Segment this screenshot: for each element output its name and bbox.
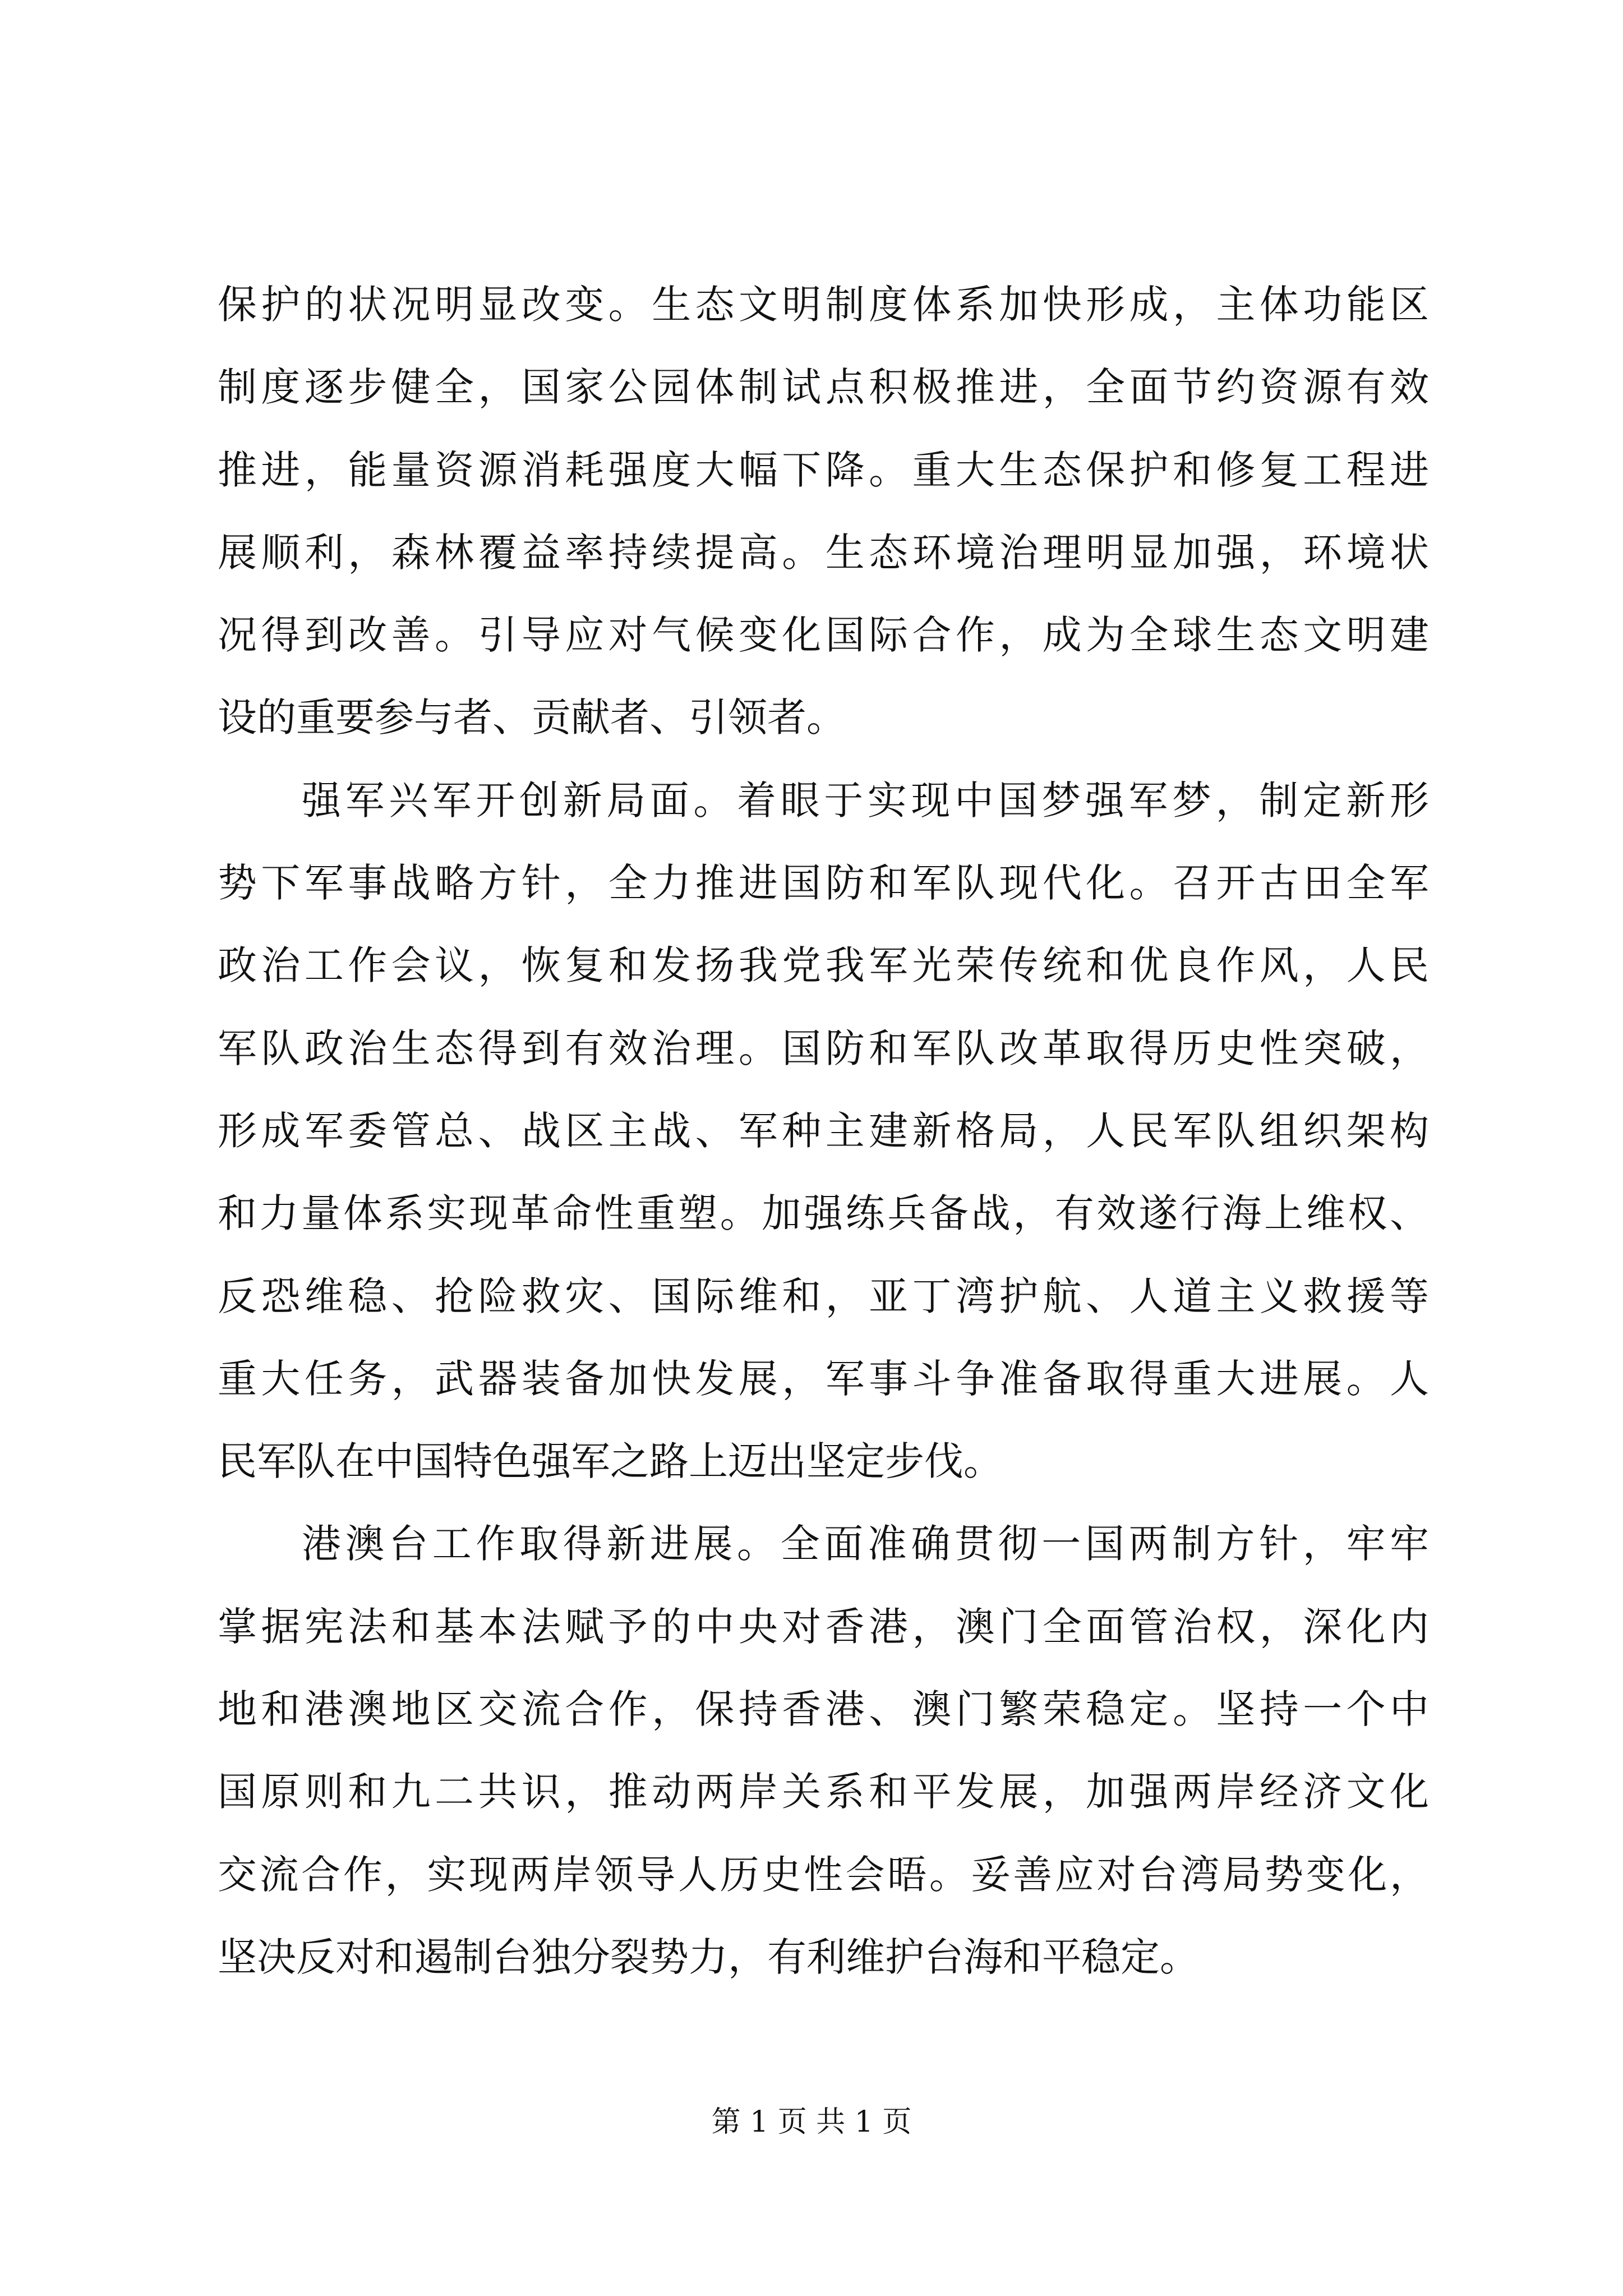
document-body [218,264,1429,1999]
text-line: 势下军事战略方针，全力推进国防和军队现代化。召开古田全军 [218,860,1429,907]
text-line: 民军队在中国特色强军之路上迈出坚定步伐。 [218,1438,1003,1485]
text-line: 军队政治生态得到有效治理。国防和军队改革取得历史性突破， [218,1025,1429,1071]
text-line: 制度逐步健全，国家公园体制试点积极推进，全面节约资源有效 [218,364,1429,411]
text-line: 强军兴军开创新局面。着眼于实现中国梦强军梦，制定新形 [302,777,1429,823]
text-line: 形成军委管总、战区主战、军种主建新格局，人民军队组织架构 [218,1107,1429,1154]
text-line: 保护的状况明显改变。生态文明制度体系加快形成，主体功能区 [218,282,1429,328]
text-line: 坚决反对和遏制台独分裂势力，有利维护台海和平稳定。 [218,1934,1199,1980]
page-footer: 第 1 页 共 1 页 [711,2105,912,2139]
text-line: 和力量体系实现革命性重塑。加强练兵备战，有效遂行海上维权、 [218,1190,1429,1237]
text-line: 政治工作会议，恢复和发扬我党我军光荣传统和优良作风，人民 [218,942,1429,989]
text-line: 港澳台工作取得新进展。全面准确贯彻一国两制方针，牢牢 [302,1521,1429,1567]
text-line: 设的重要参与者、贡献者、引领者。 [218,694,846,741]
text-line: 国原则和九二共识，推动两岸关系和平发展，加强两岸经济文化 [218,1769,1429,1815]
text-line: 况得到改善。引导应对气候变化国际合作，成为全球生态文明建 [218,612,1429,659]
text-line: 交流合作，实现两岸领导人历史性会晤。妥善应对台湾局势变化， [218,1851,1429,1898]
text-line: 地和港澳地区交流合作，保持香港、澳门繁荣稳定。坚持一个中 [218,1686,1429,1733]
text-line: 反恐维稳、抢险救灾、国际维和，亚丁湾护航、人道主义救援等 [218,1273,1429,1319]
text-line: 掌据宪法和基本法赋予的中央对香港，澳门全面管治权，深化内 [218,1603,1429,1650]
text-line: 推进，能量资源消耗强度大幅下降。重大生态保护和修复工程进 [218,447,1429,493]
text-line: 重大任务，武器装备加快发展，军事斗争准备取得重大进展。人 [218,1355,1429,1402]
text-line: 展顺利，森林覆益率持续提高。生态环境治理明显加强，环境状 [218,529,1429,576]
